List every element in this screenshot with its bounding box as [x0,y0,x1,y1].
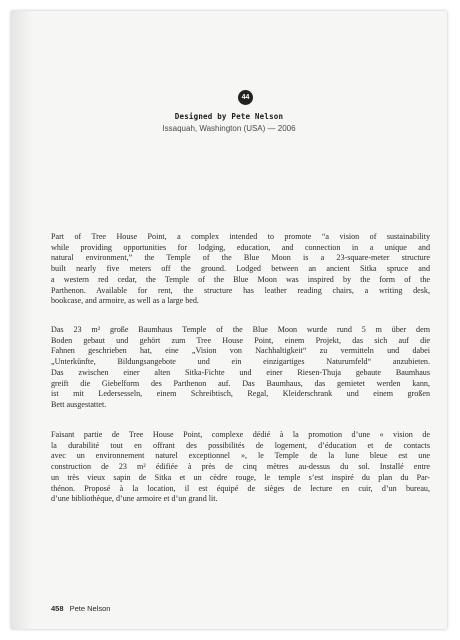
entry-number-badge: 44 [238,90,253,105]
paragraph-english-line: Parthenon. Available for rent, the structure has leather reading chairs, a writing desk, [51,285,430,295]
book-page [11,11,447,629]
paragraph-german-line: „Unterkünfte, Bildungsangebote und ein einzigartiges Naturumfeld“ anzubieten. [51,357,430,367]
paragraph-french-line: la durabilité tout en offrant des possibilités de logement, d’éducation et de contacts [51,440,430,450]
paragraph-english-line: built nearly five meters off the ground. Lodged between an ancient Sitka spruce and [51,264,430,274]
paragraph-english [51,232,430,307]
paragraph-german-line: Boden gebaut und gehört zum Tree House Point, einem Projekt, das sich auf die [51,335,430,345]
paragraph-german-line: greift die Giebelform des Parthenon auf. Das Baumhaus, das gemietet werden kann, [51,378,430,388]
paragraph-english-line: while providing opportunities for lodging, education, and connection in a unique and [51,242,430,252]
paragraph-german-line: ist mit Ledersesseln, einem Schreibtisch, Regal, Kleiderschrank und einem großen [51,389,430,399]
paragraph-english-line: a western red cedar, the Temple of the Blue Moon was inspired by the form of the [51,274,430,284]
paragraph-french-line: avec un environnement naturel exceptionnel », le Temple de la lune bleue est une [51,451,430,461]
paragraph-english-line: bookcase, and armoire, as well as a large bed. [51,296,199,306]
project-location: Issaquah, Washington (USA) — 2006 [162,124,296,133]
paragraph-english-line: Part of Tree House Point, a complex intended to promote “a vision of sustainability [51,232,430,241]
paragraph-german-line: Das zwischen einer alten Sitka-Fichte und einer Riesen-Thuja gebaute Baumhaus [51,367,430,377]
page-footer [51,604,110,613]
paragraph-german-line: Das 23 m² große Baumhaus Temple of the Blue Moon wurde rund 5 m über dem [51,325,430,334]
paragraph-french-line: construction de 23 m² édifiée à près de cinq mètres au-dessus du sol. Installé entre [51,462,430,472]
paragraph-german-line: Bett ausgestattet. [51,399,107,409]
paragraph-german [51,325,430,411]
paragraph-english-line: natural environment,” the Temple of the Blue Moon is a 23-square-meter structure [51,253,430,263]
paragraph-french-line: Faisant partie de Tree House Point, complexe dédié à la promotion d’une « vision de [51,430,430,439]
paragraph-french-line: d’une bibliothèque, d’une armoire et d’un grand lit. [51,494,218,504]
paragraph-french-line: thénon. Proposé à la location, il est équipé de sièges de lecture en cuir, d’un bureau, [51,483,430,493]
paragraph-german-line: Fahnen geschrieben hat, eine „Vision von Nachhaltigkeit“ zu vermitteln und dabei [51,346,430,356]
designer-credit: Designed by Pete Nelson [174,112,284,121]
paragraph-french-line: un très vieux sapin de Sitka et un cèdre rouge, le temple s’est inspiré du plan du Par- [51,472,430,482]
paragraph-french [51,430,430,505]
running-author: Pete Nelson [69,604,111,613]
page-number: 458 [51,604,64,613]
